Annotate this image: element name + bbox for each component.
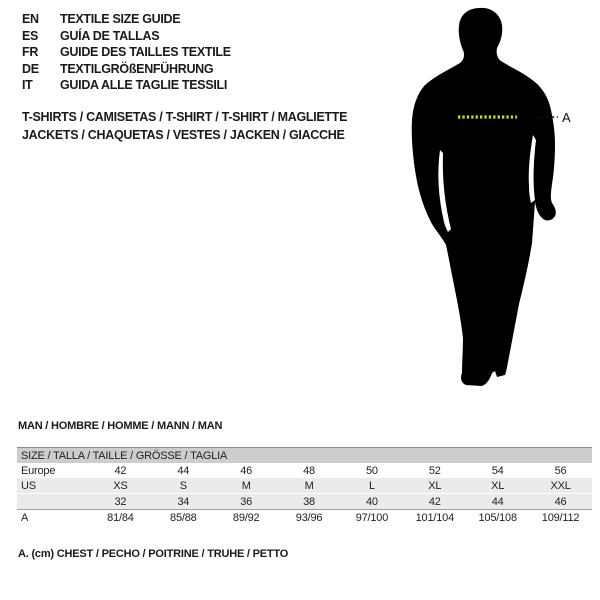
- language-row: [22, 77, 231, 94]
- cell: 40: [341, 494, 404, 510]
- cell: XS: [89, 478, 152, 494]
- language-row: [22, 28, 231, 45]
- cell: 48: [303, 464, 315, 477]
- cell: 44: [177, 464, 190, 477]
- language-code: FR: [22, 45, 39, 59]
- language-list: [22, 11, 231, 94]
- language-title: GUIDE DES TAILLES TEXTILE: [60, 45, 231, 59]
- cell: 34: [152, 494, 215, 510]
- size-table: [17, 447, 592, 525]
- table-row-us: [17, 478, 592, 494]
- cell: 101/104: [415, 511, 454, 524]
- cell: 54: [491, 464, 504, 477]
- cell: 89/92: [232, 511, 260, 524]
- chest-footnote: A. (cm) CHEST / PECHO / POITRINE / TRUHE / PETTO: [18, 548, 289, 560]
- cell: 56: [554, 464, 567, 477]
- cell: 42: [403, 494, 466, 510]
- language-code: IT: [22, 78, 33, 92]
- category-line-tshirts: T-SHIRTS / CAMISETAS / T-SHIRT / T-SHIRT / MAGLIETTE: [22, 110, 348, 124]
- row-label: Europe: [21, 464, 56, 477]
- cell: 109/112: [541, 511, 580, 524]
- cell: 81/84: [107, 511, 134, 524]
- cell: L: [341, 478, 404, 494]
- cell: 52: [428, 464, 441, 477]
- category-line-jackets: JACKETS / CHAQUETAS / VESTES / JACKEN / GIACCHE: [22, 128, 345, 142]
- row-label: US: [17, 478, 89, 494]
- cell: 42: [114, 464, 127, 477]
- cell: M: [215, 478, 278, 494]
- table-row-us-numeric: [17, 494, 592, 510]
- cell: S: [152, 478, 215, 494]
- cell: 38: [278, 494, 341, 510]
- cell: 93/96: [295, 511, 323, 524]
- size-table-header: SIZE / TALLA / TAILLE / GRÖSSE / TAGLIA: [17, 448, 592, 464]
- row-label: [17, 494, 89, 510]
- man-silhouette: [400, 0, 580, 400]
- language-title: TEXTILGRÖßENFÜHRUNG: [60, 61, 214, 76]
- cell: XXL: [529, 478, 592, 494]
- cell: 85/88: [170, 511, 197, 524]
- man-silhouette-figure: [400, 0, 580, 400]
- measurement-label-a: A: [562, 110, 571, 125]
- cell: 97/100: [355, 511, 389, 524]
- cell: 44: [466, 494, 529, 510]
- language-row: [22, 61, 231, 78]
- language-row: [22, 44, 231, 61]
- language-title: TEXTILE SIZE GUIDE: [60, 12, 181, 26]
- language-title: GUÍA DE TALLAS: [60, 28, 160, 43]
- cell: 36: [215, 494, 278, 510]
- table-row-europe: [17, 463, 592, 478]
- table-row-chest-a: [17, 510, 592, 526]
- garment-categories: [22, 108, 347, 144]
- cell: 46: [529, 494, 592, 510]
- cell: 50: [366, 464, 378, 477]
- section-title-man: MAN / HOMBRE / HOMME / MANN / MAN: [18, 420, 223, 432]
- language-code: DE: [22, 61, 39, 76]
- cell: 46: [240, 464, 253, 477]
- cell: 105/108: [478, 511, 517, 524]
- language-code: EN: [22, 12, 39, 26]
- cell: XL: [403, 478, 466, 494]
- language-row: [22, 11, 231, 28]
- size-table-header-row: [17, 448, 592, 464]
- cell: M: [278, 478, 341, 494]
- language-code: ES: [22, 28, 39, 43]
- row-label: A: [21, 511, 29, 524]
- cell: XL: [466, 478, 529, 494]
- cell: 32: [89, 494, 152, 510]
- language-title: GUIDA ALLE TAGLIE TESSILI: [60, 78, 228, 92]
